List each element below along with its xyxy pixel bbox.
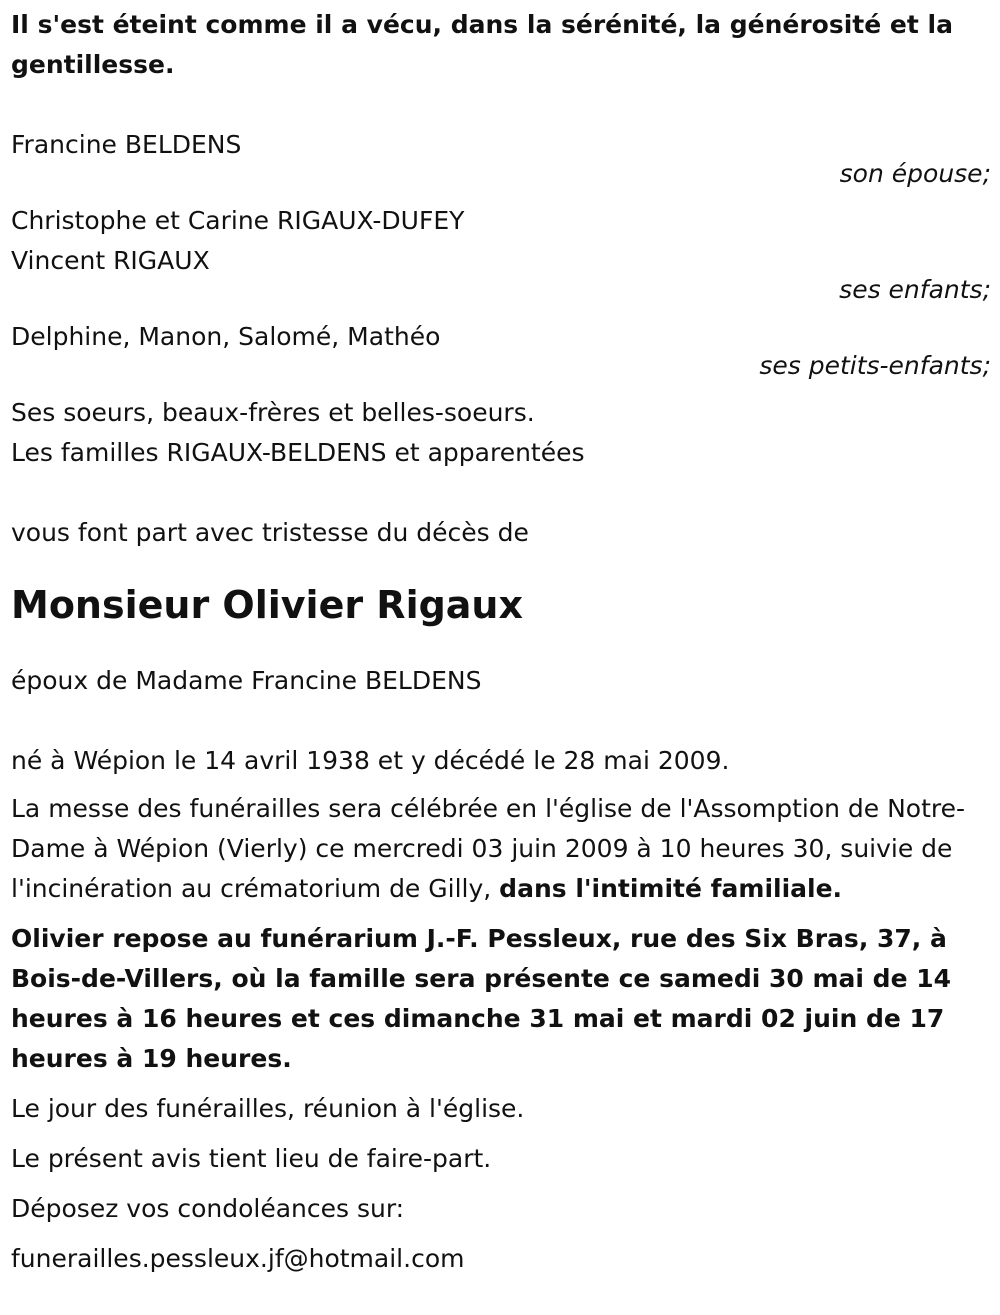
child-2: Vincent RIGAUX [11,246,210,275]
repose-paragraph: Olivier repose au funérarium J.-F. Pessleux, rue des Six Bras, 37, à Bois-de-Villers, où la famille sera présente ce samedi 30 mai de 14 heures à 16 heures et ces dimanche 31 mai et mardi 02 juin de 17 heures à 19 heures. [11,924,952,1073]
deceased-name: Monsieur Olivier Rigaux [11,583,523,627]
children-group [11,201,991,302]
intro-text: Il s'est éteint comme il a vécu, dans la sérénité, la générosité et la gentillesse. [11,10,953,79]
birth-death-text: né à Wépion le 14 avril 1938 et y décédé le 28 mai 2009. [11,746,730,775]
children-role: ses enfants; [839,275,991,304]
spacer [11,701,991,741]
spouse-name: Francine BELDENS [11,130,242,159]
relatives-group [11,393,991,473]
spacer [11,85,991,125]
mass-bold-text: dans l'intimité familiale. [499,874,843,903]
spouse-role: son épouse; [839,159,991,188]
mass-paragraph [11,789,986,909]
families-line: Les familles RIGAUX-BELDENS et apparentées [11,438,585,467]
condolences-label: Déposez vos condoléances sur: [11,1194,405,1223]
spouse-group [11,125,991,186]
condolences-email-link[interactable]: funerailles.pessleux.jf@hotmail.com [11,1244,465,1273]
obituary-notice [11,5,991,1279]
mass-text: La messe des funérailles sera célébrée en l'église de l'Assomption de Notre-Dame à Wépion (Vierly) ce mercredi 03 juin 2009 à 10 heures 30, suivie de l'incinération au crématorium de Gilly, [11,794,966,903]
spacer [11,633,991,661]
meeting-text: Le jour des funérailles, réunion à l'église. [11,1094,525,1123]
notice-text: Le présent avis tient lieu de faire-part. [11,1144,492,1173]
child-1: Christophe et Carine RIGAUX-DUFEY [11,206,465,235]
grandchildren-names: Delphine, Manon, Salomé, Mathéo [11,322,441,351]
spacer [11,473,991,513]
spouse-of-text: époux de Madame Francine BELDENS [11,666,482,695]
grandchildren-role: ses petits-enfants; [759,351,991,380]
siblings-line: Ses soeurs, beaux-frères et belles-soeurs. [11,398,535,427]
announcement-text: vous font part avec tristesse du décès de [11,518,529,547]
grandchildren-group [11,317,991,378]
